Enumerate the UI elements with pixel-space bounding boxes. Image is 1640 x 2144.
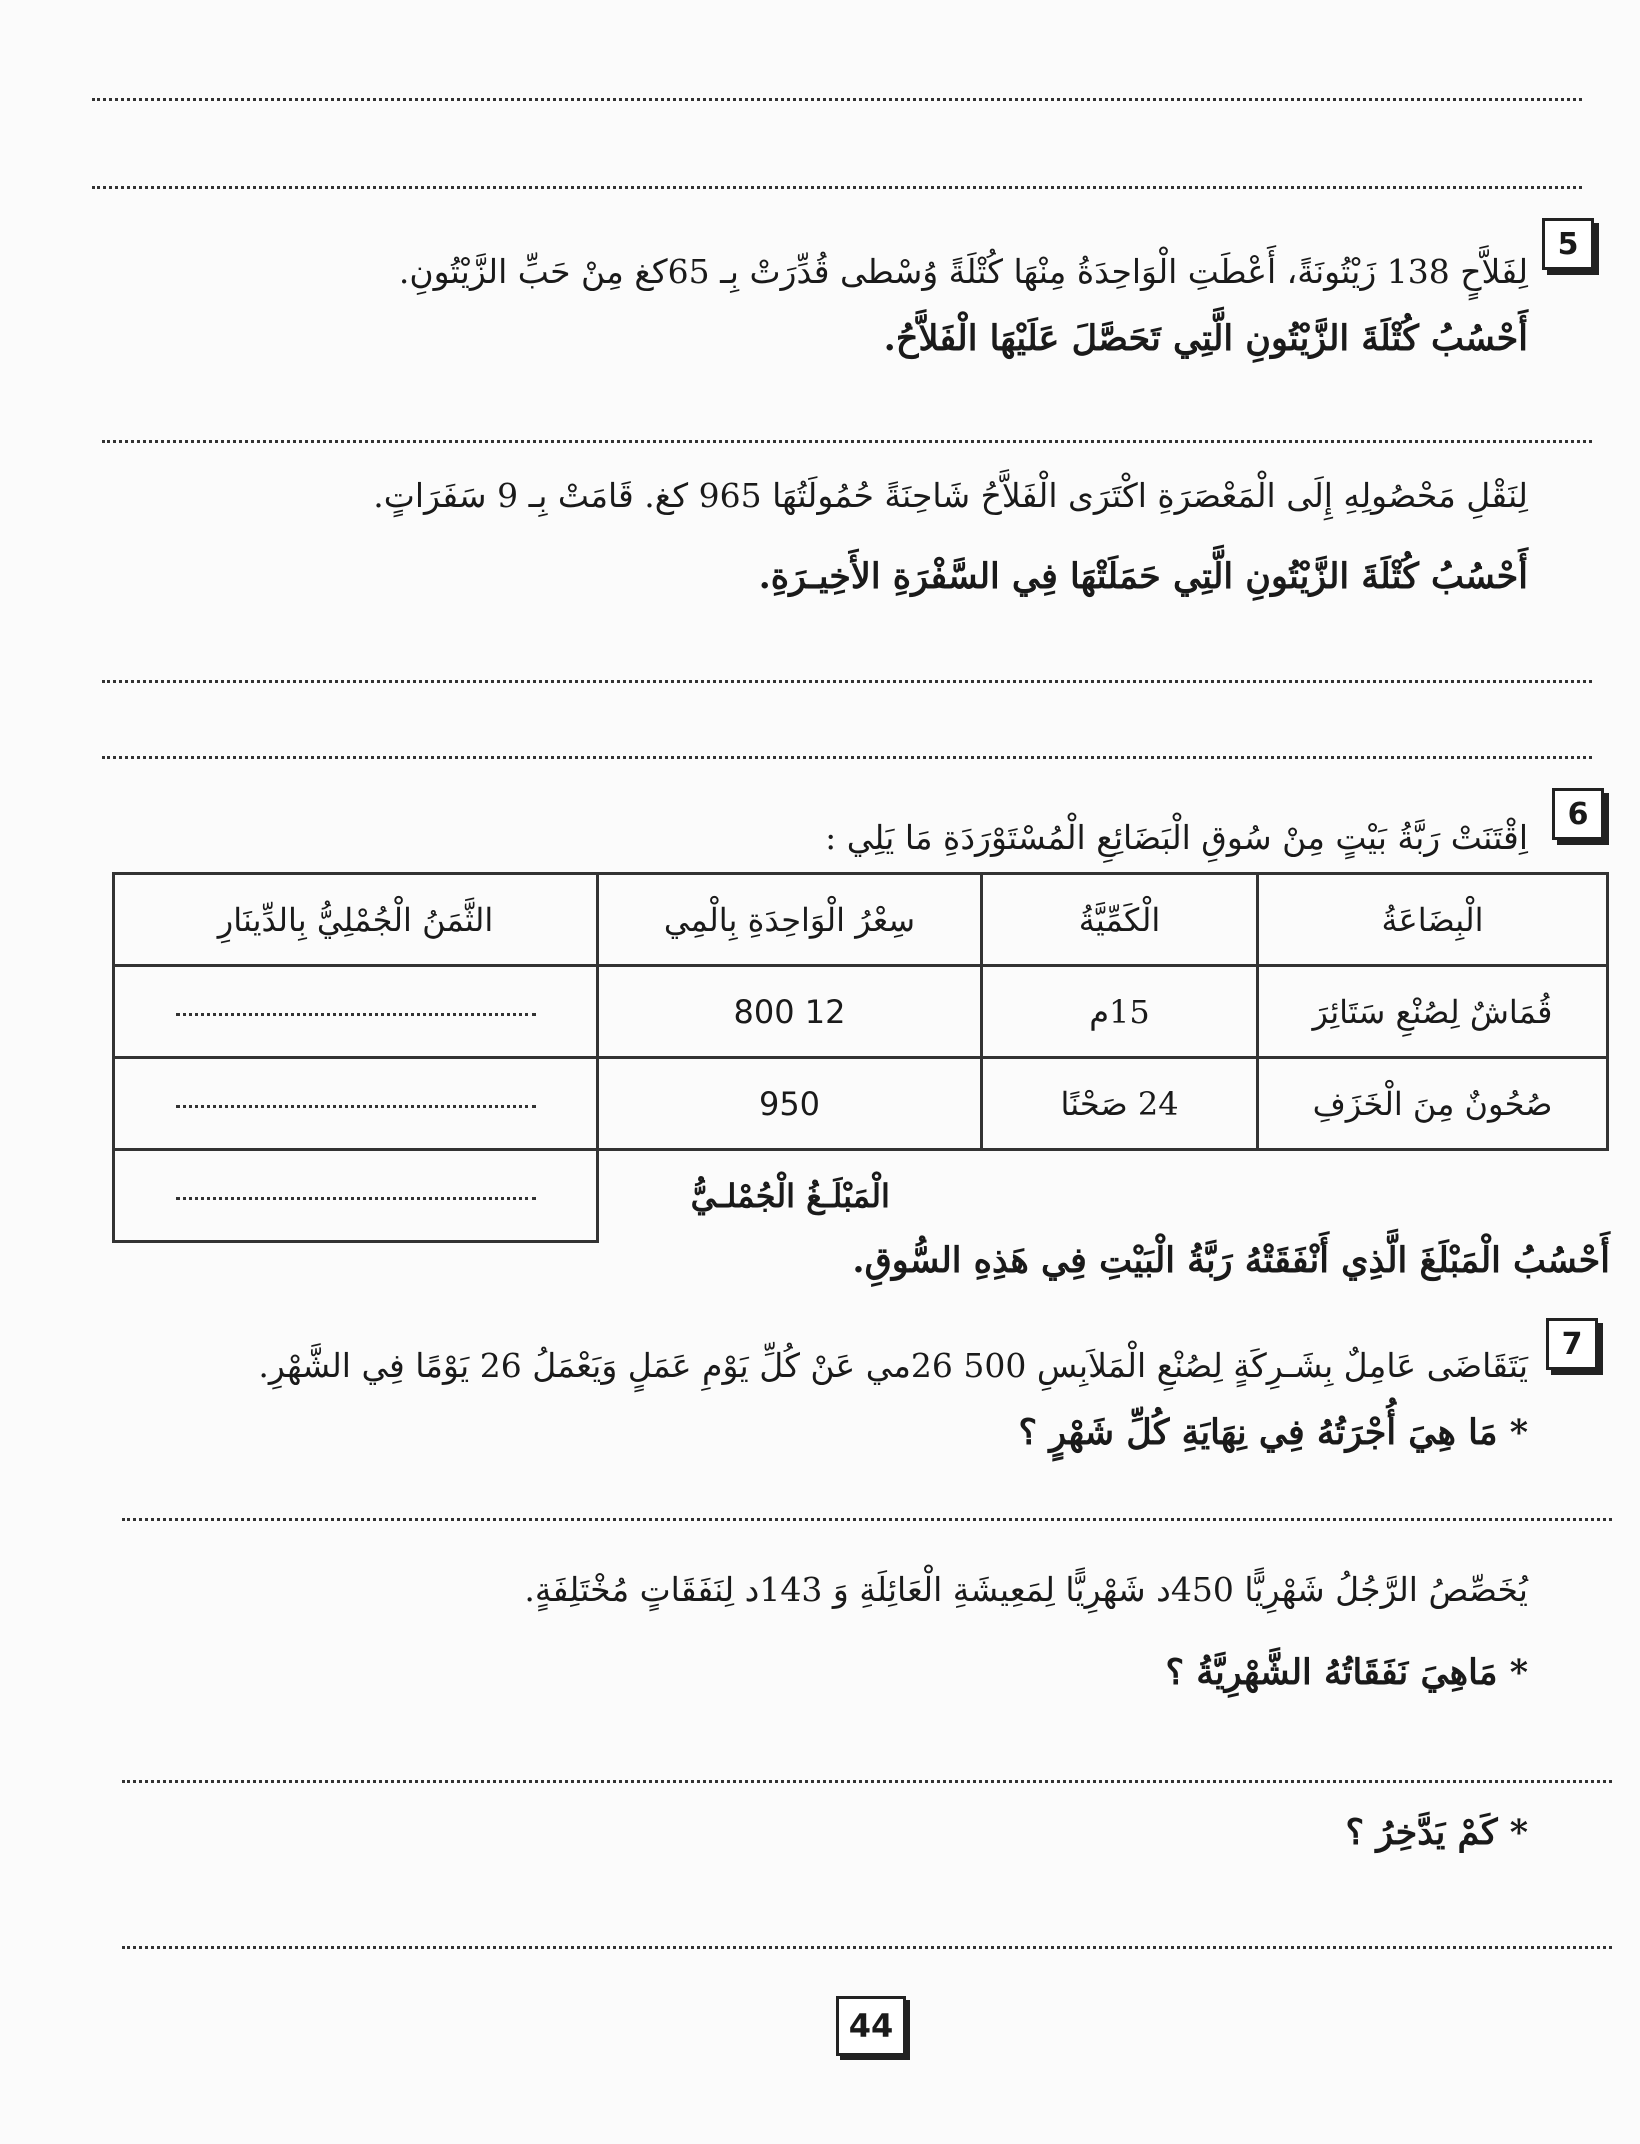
answer-line bbox=[102, 440, 1592, 443]
row-item: صُحُونٌ مِنَ الْخَزَفِ bbox=[1258, 1058, 1608, 1150]
exercise-7-question-1: * مَا هِيَ أُجْرَتُهُ فِي نِهَايَةِ كُلِّ شَهْرٍ ؟ bbox=[1018, 1412, 1528, 1453]
exercise-5-statement-2: لِنَقْلِ مَحْصُولِهِ إِلَى الْمَعْصَرَةِ اكْتَرَى الْفَلاَّحُ شَاحِنَةً حُمُولَتُهَا 965 كغ. قَامَتْ بِـ 9 سَفَرَاتٍ. bbox=[373, 476, 1528, 515]
answer-line bbox=[92, 98, 1582, 101]
table-header-row bbox=[114, 874, 1608, 966]
exercise-7-number: 7 bbox=[1546, 1318, 1598, 1370]
exercise-5-question-2: أَحْسُبُ كُتْلَةَ الزَّيْتُونِ الَّتِي حَمَلَتْهَا فِي السَّفْرَةِ الأَخِيـرَةِ. bbox=[758, 556, 1528, 597]
row-unit-price: 12 800 bbox=[598, 966, 982, 1058]
answer-line bbox=[102, 756, 1592, 759]
row-quantity: 24 صَحْنًا bbox=[982, 1058, 1258, 1150]
row-total-answer bbox=[114, 966, 598, 1058]
total-label: الْمَبْلَـغُ الْجُمْلـيُّ bbox=[690, 1177, 890, 1216]
exercise-5-number: 5 bbox=[1542, 218, 1594, 270]
header-quantity: الْكَمِّيَّةُ bbox=[982, 874, 1258, 966]
exercise-7-question-3: * كَمْ يَدَّخِرُ ؟ bbox=[1345, 1812, 1528, 1853]
table-row bbox=[114, 966, 1608, 1058]
answer-line bbox=[92, 186, 1582, 189]
exercise-5-question-1: أَحْسُبُ كُتْلَةَ الزَّيْتُونِ الَّتِي تَحَصَّلَ عَلَيْهَا الْفَلاَّحُ. bbox=[883, 318, 1528, 359]
exercise-7-statement: يَتَقَاضَى عَامِلٌ بِشَـرِكَةٍ لِصُنْعِ الْمَلاَبِسِ 500 26مي عَنْ كُلِّ يَوْمِ عَمَلٍ وَيَعْمَلُ 26 يَوْمًا فِي الشَّهْرِ. bbox=[258, 1346, 1528, 1385]
exercise-7-statement-2: يُخَصِّصُ الرَّجُلُ شَهْرِيًّا 450د شَهْرِيًّا لِمَعِيشَةِ الْعَائِلَةِ وَ 143د لِنَفَقَاتٍ مُخْتَلِفَةٍ. bbox=[524, 1570, 1528, 1609]
header-unit-price: سِعْرُ الْوَاحِدَةِ بِالْمِي bbox=[598, 874, 982, 966]
page-number: 44 bbox=[836, 1996, 906, 2056]
exercise-6-intro: اِقْتَنَتْ رَبَّةُ بَيْتٍ مِنْ سُوقِ الْبَضَائِعِ الْمُسْتَوْرَدَةِ مَا يَلِي : bbox=[825, 818, 1528, 857]
exercise-7-question-2: * مَاهِيَ نَفَقَاتُهُ الشَّهْرِيَّةُ ؟ bbox=[1165, 1652, 1528, 1693]
exercise-6-number: 6 bbox=[1552, 788, 1604, 840]
goods-table bbox=[112, 872, 1609, 1243]
header-total-price: الثَّمَنُ الْجُمْلِيُّ بِالدِّينَارِ bbox=[114, 874, 598, 966]
row-unit-price: 950 bbox=[598, 1058, 982, 1150]
total-answer bbox=[114, 1150, 598, 1242]
row-total-answer bbox=[114, 1058, 598, 1150]
answer-line bbox=[122, 1946, 1612, 1949]
table-total-row bbox=[114, 1150, 1608, 1242]
answer-line bbox=[122, 1780, 1612, 1783]
answer-line bbox=[102, 680, 1592, 683]
exercise-5-statement: لِفَلاَّحٍ 138 زَيْتُونَةً، أَعْطَتِ الْوَاحِدَةُ مِنْهَا كُتْلَةً وُسْطى قُدِّرَتْ بِـ 65كغ مِنْ حَبِّ الزَّيْتُونِ. bbox=[398, 252, 1528, 291]
row-item: قُمَاشٌ لِصُنْعِ سَتَائِرَ bbox=[1258, 966, 1608, 1058]
row-quantity: 15م bbox=[982, 966, 1258, 1058]
exercise-6-question: أَحْسُبُ الْمَبْلَغَ الَّذِي أَنْفَقَتْهُ رَبَّةُ الْبَيْتِ فِي هَذِهِ السُّوقِ. bbox=[852, 1240, 1610, 1281]
answer-line bbox=[122, 1518, 1612, 1521]
table-row bbox=[114, 1058, 1608, 1150]
header-item: الْبِضَاعَةُ bbox=[1258, 874, 1608, 966]
